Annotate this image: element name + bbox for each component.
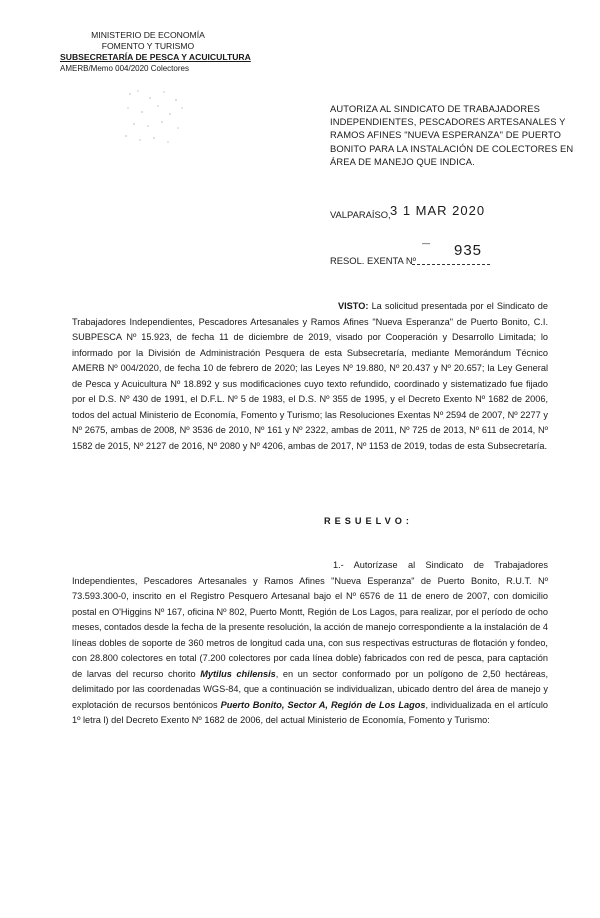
visto-paragraph xyxy=(72,299,548,454)
faded-stamp-icon xyxy=(120,86,190,146)
ministry-header xyxy=(60,30,251,74)
date-stamp: 3 1 MAR 2020 xyxy=(390,203,486,218)
article-1-text-part2: , en un sector conformado por un polígono de 2,50 hectáreas, delimitado por las coordenadas WGS-84, que a continuación se individualizan, ubicado dentro del área de manejo y explotación de recursos bentónicos xyxy=(72,668,548,710)
resolution-number-line xyxy=(412,264,490,265)
memo-reference: AMERB/Memo 004/2020 Colectores xyxy=(60,64,189,73)
article-1-paragraph xyxy=(72,558,548,729)
management-area-name: Puerto Bonito, Sector A, Región de Los Lagos xyxy=(220,699,426,710)
resolution-title: AUTORIZA AL SINDICATO DE TRABAJADORES INDEPENDIENTES, PESCADORES ARTESANALES Y RAMOS AFINES "NUEVA ESPERANZA" DE PUERTO BONITO PARA LA INSTALACIÓN DE COLECTORES EN ÁREA DE MANEJO QUE INDICA. xyxy=(330,103,574,167)
ministry-line-1: MINISTERIO DE ECONOMÍA xyxy=(91,30,205,40)
place-label: VALPARAÍSO, xyxy=(330,209,391,220)
resolution-label: RESOL. EXENTA Nº xyxy=(330,255,417,266)
visto-label: VISTO: xyxy=(338,301,369,311)
resuelvo-heading: RESUELVO: xyxy=(324,516,413,526)
visto-text: La solicitud presentada por el Sindicato de Trabajadores Independientes, Pescadores Artesanales y Ramos Afines "Nueva Esperanza" de Puerto Bonito, C.I. SUBPESCA Nº 15.923, de fecha 11 de diciembre de 2019, visado por Cooperación y Desarrollo Limitada; lo informado por la División de Administración Pesquera de esta Subsecretaría, mediante Memorándum Técnico AMERB Nº 004/2020, de fecha 10 de febrero de 2020; las Leyes Nº 19.880, Nº 20.437 y Nº 20.657; la Ley General de Pesca y Acuicultura Nº 18.892 y sus modificaciones cuyo texto refundido, coordinado y sistematizado fue fijado por el D.S. Nº 430 de 1991, el D.F.L. Nº 5 de 1983, el D.S. Nº 355 de 1995, y el Decreto Exento Nº 1682 de 2006, todos del actual Ministerio de Economía, Fomento y Turismo; las Resoluciones Exentas Nº 2594 de 2007, Nº 2277 y Nº 2675, ambas de 2008, Nº 3536 de 2010, Nº 161 y Nº 2322, ambas de 2011, Nº 725 de 2013, Nº 611 de 2014, Nº 1582 de 2015, Nº 2127 de 2016, Nº 2080 y Nº 4206, ambas de 2017, Nº 1153 de 2019, todas de esta Subsecretaría. xyxy=(72,301,548,451)
species-name: Mytilus chilensis xyxy=(200,668,276,679)
ministry-line-2: FOMENTO Y TURISMO xyxy=(101,41,195,51)
resolution-number: 935 xyxy=(454,242,483,259)
article-1-text-part3: , individualizada en el artículo 1º letra l) del Decreto Exento Nº 1682 de 2006, del actual Ministerio de Economía, Fomento y Turismo: xyxy=(72,699,548,725)
article-1-text-part1: 1.- Autorízase al Sindicato de Trabajadores Independientes, Pescadores Artesanales y Ramos Afines "Nueva Esperanza" de Puerto Bonito, R.U.T. Nº 73.593.300-0, inscrito en el Registro Pesquero Artesanal bajo el Nº 6576 de 11 de enero de 2007, con domicilio postal en O'Higgins Nº 167, oficina Nº 802, Puerto Montt, Región de Los Lagos, para realizar, por el período de ocho meses, contados desde la fecha de la presente resolución, la acción de manejo correspondiente a la instalación de 4 líneas dobles de soporte de 360 metros de longitud cada una, con sus respectivas estructuras de flotación y fondeo, con 28.800 colectores en total (7.200 colectores por cada línea doble) fabricados con red de pesca, para captación de larvas del recurso chorito xyxy=(72,560,549,679)
subsecretaria-line: SUBSECRETARÍA DE PESCA Y ACUICULTURA xyxy=(60,52,251,62)
handwritten-mark: — xyxy=(422,239,430,248)
